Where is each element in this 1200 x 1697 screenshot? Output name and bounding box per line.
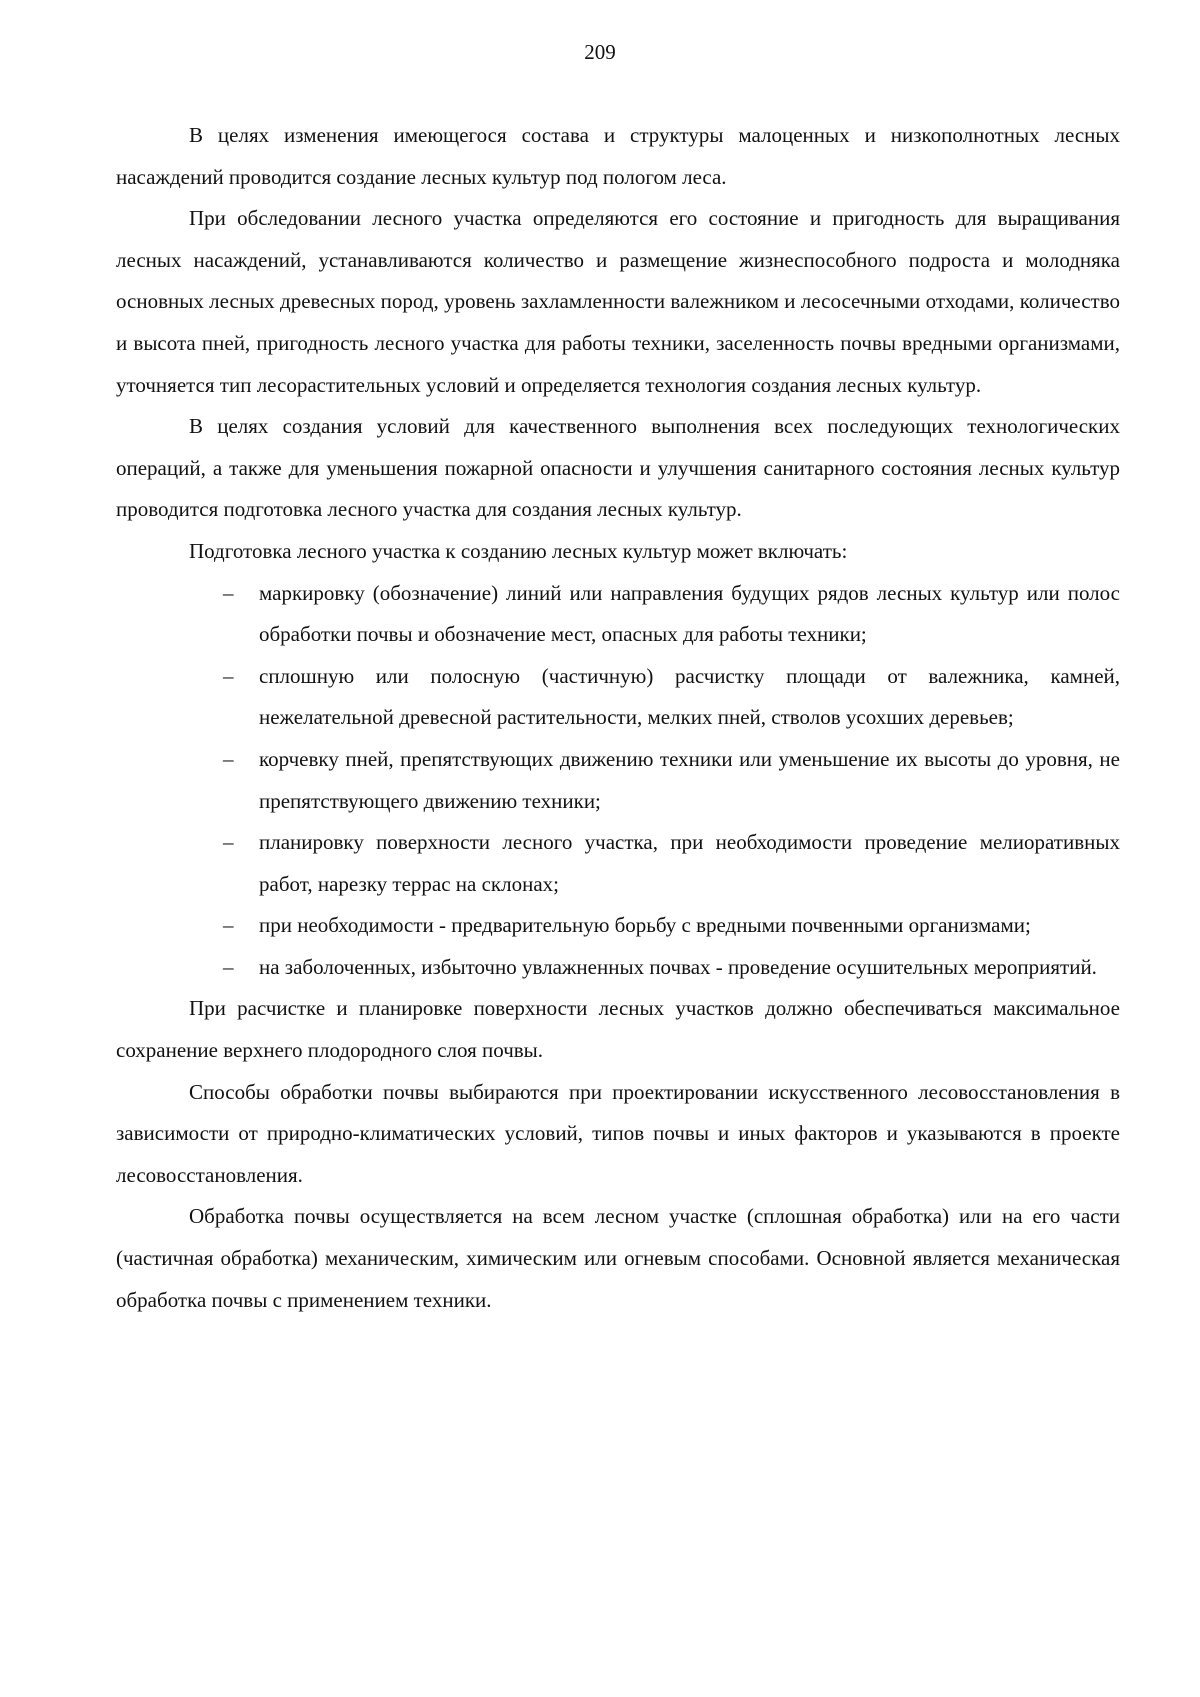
list-item-text: маркировку (обозначение) линий или направления будущих рядов лесных культур или полос обработки почвы и обозначение мест, опасных для работы техники; bbox=[259, 580, 1120, 647]
list-item-text: планировку поверхности лесного участка, при необходимости проведение мелиоративных работ, нарезку террас на склонах; bbox=[259, 830, 1120, 896]
list-dash: – bbox=[223, 913, 234, 938]
list-item-marking bbox=[116, 573, 1120, 656]
preparation-steps-list bbox=[116, 573, 1120, 989]
list-item-text: при необходимости - предварительную борьбу с вредными почвенными организмами; bbox=[259, 913, 1031, 938]
paragraph-list-intro: Подготовка лесного участка к созданию лесных культур может включать: bbox=[189, 538, 848, 563]
list-item-pest-control bbox=[116, 905, 1120, 947]
list-item-surface-leveling bbox=[116, 822, 1120, 905]
paragraph-shelterwood-planting: В целях изменения имеющегося состава и структуры малоценных и низкополнотных лесных насаждений проводится создание лесных культур под пологом леса. bbox=[116, 123, 1120, 189]
list-dash: – bbox=[223, 830, 234, 855]
list-item-text: сплошную или полосную (частичную) расчистку площади от валежника, камней, нежелательной древесной растительности, мелких пней, стволов усохших деревьев; bbox=[259, 663, 1120, 730]
paragraph-site-preparation-purpose: В целях создания условий для качественного выполнения всех последующих технологических операций, а также для уменьшения пожарной опасности и улучшения санитарного состояния лесных культур проводится подготовка лесного участка для создания лесных культур. bbox=[116, 414, 1120, 522]
document-body bbox=[116, 115, 1120, 1321]
list-item-stump-removal bbox=[116, 739, 1120, 822]
list-item-text: на заболоченных, избыточно увлажненных почвах - проведение осушительных мероприятий. bbox=[259, 954, 1097, 979]
paragraph-tillage-methods: Способы обработки почвы выбираются при проектировании искусственного лесовосстановления в зависимости от природно-климатических условий, типов почвы и иных факторов и указываются в проекте лесовосстановления. bbox=[116, 1079, 1120, 1187]
list-dash: – bbox=[223, 580, 234, 605]
list-item-clearing bbox=[116, 656, 1120, 739]
paragraph-tillage-types: Обработка почвы осуществляется на всем лесном участке (сплошная обработка) или на его части (частичная обработка) механическим, химическим или огневым способами. Основной является механическая обработка почвы с применением техники. bbox=[116, 1204, 1120, 1312]
page-number: 209 bbox=[584, 40, 616, 64]
list-item-text: корчевку пней, препятствующих движению техники или уменьшение их высоты до уровня, не препятствующего движению техники; bbox=[259, 746, 1120, 813]
list-item-drainage bbox=[116, 947, 1120, 989]
paragraph-topsoil-preservation: При расчистке и планировке поверхности лесных участков должно обеспечиваться максимальное сохранение верхнего плодородного слоя почвы. bbox=[116, 996, 1120, 1063]
list-dash: – bbox=[223, 663, 234, 688]
list-dash: – bbox=[223, 746, 234, 771]
list-dash: – bbox=[223, 954, 234, 979]
paragraph-site-survey: При обследовании лесного участка определяются его состояние и пригодность для выращивания лесных насаждений, устанавливаются количество и размещение жизнеспособного подроста и молодняка основных лесных древесных пород, уровень захламленности валежником и лесосечными отходами, количество и высота пней, пригодность лесного участка для работы техники, заселенность почвы вредными организмами, уточняется тип лесорастительных условий и определяется технология создания лесных культур. bbox=[116, 206, 1120, 397]
